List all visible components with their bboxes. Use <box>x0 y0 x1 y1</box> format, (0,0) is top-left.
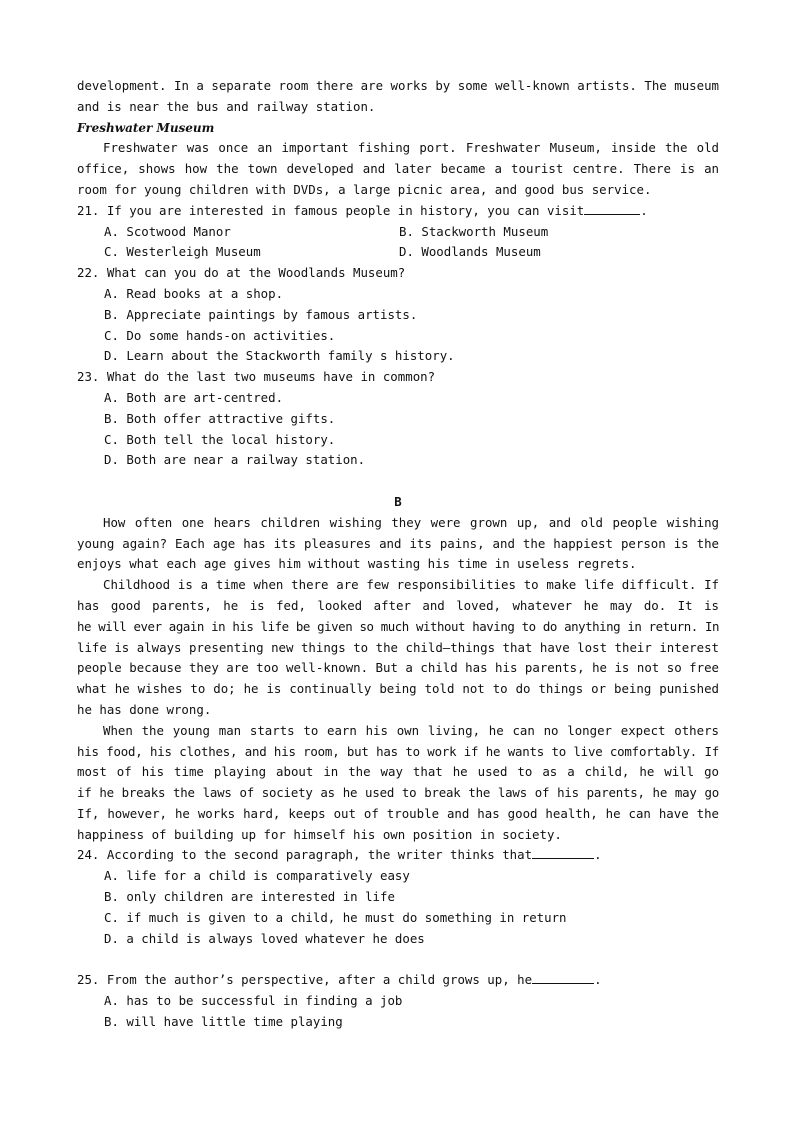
option-d: D. Woodlands Museum <box>399 244 541 260</box>
option-d: D. Both are near a railway station. <box>104 452 366 468</box>
question-25-stem: 25. From the author’s perspective, after a child grows up, he . <box>77 972 602 988</box>
question-23-stem: 23. What do the last two museums have in common? <box>77 369 436 385</box>
option-b: B. will have little time playing <box>104 1013 343 1029</box>
paragraph-line: If, however, he works hard, keeps out of trouble and has good health, he can have the <box>77 805 719 821</box>
option-c: C. if much is given to a child, he must do something in return <box>104 909 567 925</box>
question-21-options-row <box>77 242 719 263</box>
question-22-stem: 22. What can you do at the Woodlands Museum? <box>77 265 406 281</box>
option-b: B. Appreciate paintings by famous artists. <box>104 306 418 322</box>
exam-page <box>77 76 719 1033</box>
paragraph-line: Childhood is a time when there are few responsibilities to make life difficult. If <box>103 577 719 593</box>
option-a: A. life for a child is comparatively easy <box>104 868 410 884</box>
paragraph-line: room for young children with DVDs, a large picnic area, and good bus service. <box>77 181 652 197</box>
option-d: D. Learn about the Stackworth family s history. <box>104 348 455 364</box>
option-d: D. a child is always loved whatever he does <box>104 930 425 946</box>
option-b: B. only children are interested in life <box>104 889 395 905</box>
option-a: A. Both are art-centred. <box>104 389 284 405</box>
freshwater-heading: Freshwater Museum <box>77 120 215 135</box>
option-a: A. Read books at a shop. <box>104 285 284 301</box>
paragraph-line: happiness of building up for himself his own position in society. <box>77 826 562 842</box>
answer-blank <box>532 971 594 984</box>
answer-blank <box>532 846 594 859</box>
spacer <box>77 949 719 970</box>
section-b-label: B <box>394 493 402 509</box>
option-a: A. Scotwood Manor <box>104 223 231 239</box>
paragraph-line: has good parents, he is fed, looked after and loved, whatever he may do. It is <box>77 597 719 613</box>
paragraph-line: life is always presenting new things to the child—things that have lost their interest <box>77 639 719 655</box>
option-a: A. has to be successful in finding a job <box>104 993 403 1009</box>
paragraph-line: he will ever again in his life be given so much without having to do anything in return. In <box>77 618 719 634</box>
option-b: B. Stackworth Museum <box>399 223 549 239</box>
option-c: C. Both tell the local history. <box>104 431 336 447</box>
paragraph-line: his food, his clothes, and his room, but has to work if he wants to live comfortably. If <box>77 743 719 759</box>
paragraph-line: he has done wrong. <box>77 701 212 717</box>
option-c: C. Westerleigh Museum <box>104 244 261 260</box>
paragraph-line: When the young man starts to earn his own living, he can no longer expect others <box>103 722 719 738</box>
paragraph-line: How often one hears children wishing they were grown up, and old people wishing <box>103 514 719 530</box>
question-21-stem: 21. If you are interested in famous people in history, you can visit . <box>77 202 648 218</box>
paragraph-line: enjoys what each age gives him without wasting his time in useless regrets. <box>77 556 637 572</box>
paragraph-line: what he wishes to do; he is continually being told not to do things or being punished <box>77 681 719 697</box>
paragraph-line: young again? Each age has its pleasures and its pains, and the happiest person is the <box>77 535 719 551</box>
paragraph-line: and is near the bus and railway station. <box>77 98 376 114</box>
paragraph-line: Freshwater was once an important fishing port. Freshwater Museum, inside the old <box>103 140 719 156</box>
question-24-stem: 24. According to the second paragraph, the writer thinks that . <box>77 847 602 863</box>
spacer <box>77 471 719 492</box>
option-c: C. Do some hands-on activities. <box>104 327 336 343</box>
paragraph-line: people because they are too well-known. But a child has his parents, he is not so free <box>77 660 719 676</box>
paragraph-line: most of his time playing about in the way that he used to as a child, he will go <box>77 764 719 780</box>
question-21-options-row <box>77 222 719 243</box>
answer-blank <box>584 202 640 215</box>
option-b: B. Both offer attractive gifts. <box>104 410 336 426</box>
paragraph-line: office, shows how the town developed and later became a tourist centre. There is an <box>77 161 719 177</box>
paragraph-line: if he breaks the laws of society as he used to break the laws of his parents, he may go <box>77 785 719 801</box>
paragraph-line: development. In a separate room there are works by some well-known artists. The museum <box>77 78 719 93</box>
